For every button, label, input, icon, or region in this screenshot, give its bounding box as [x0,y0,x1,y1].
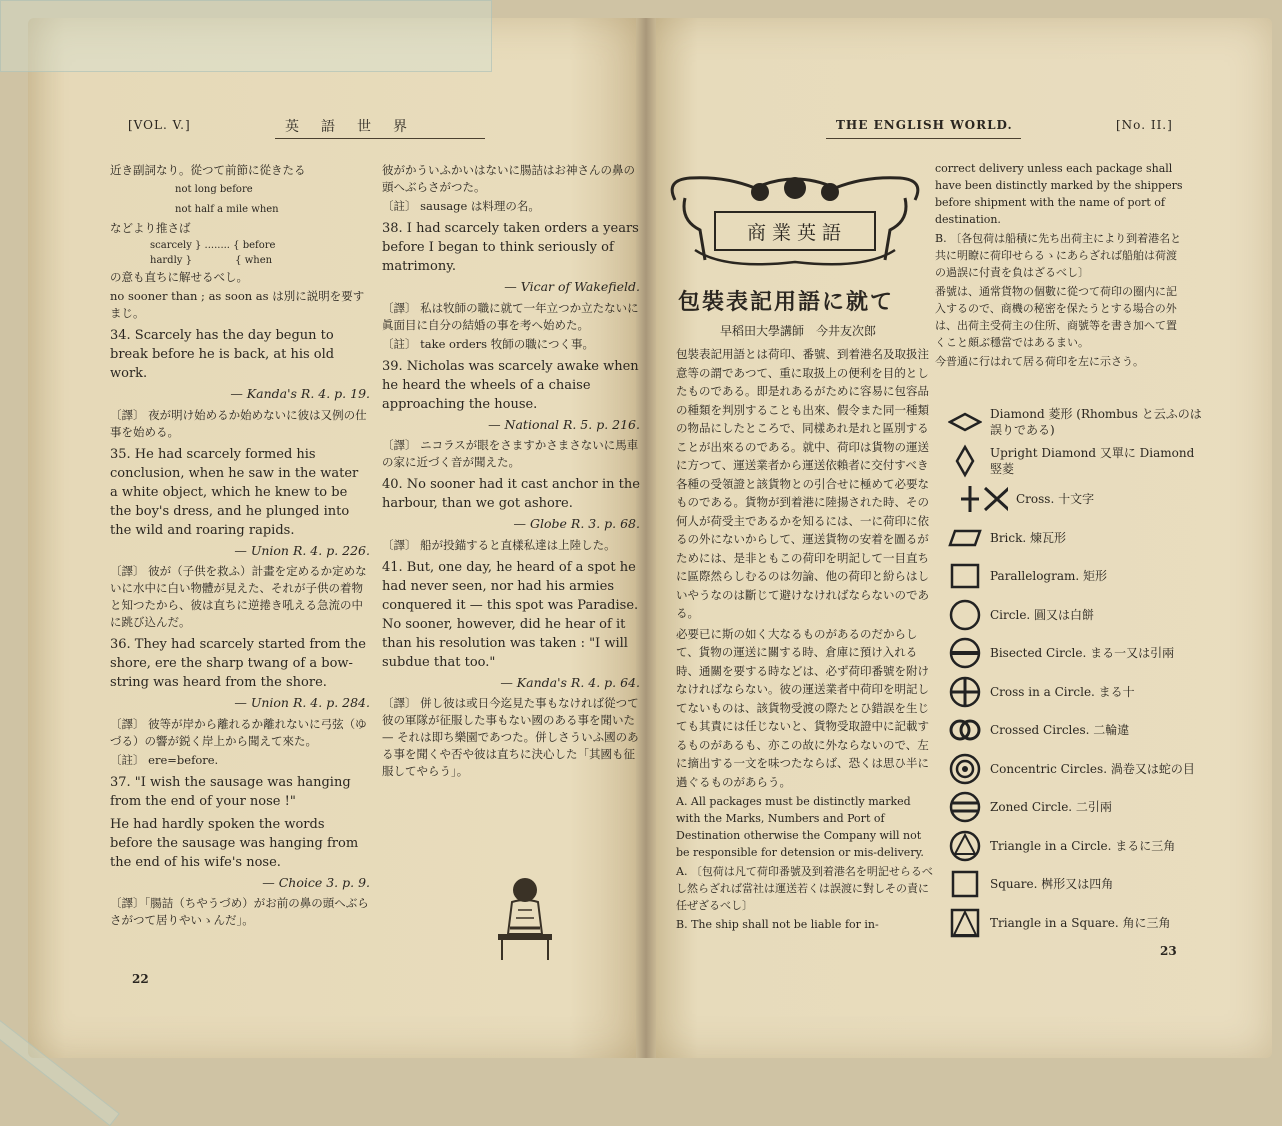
example-38: 38. I had scarcely taken orders a years before I began to think seriously of matrimony. [382,221,639,274]
cross-in-circle-icon [948,675,982,709]
note-36: 〔註〕 ere=before. [110,752,219,767]
column-badge: 商業英語 [746,222,847,244]
text-block: A. All packages must be distinctly marked with the Marks, Numbers and Port of Destination otherwise the Company will not be responsible for detension or mis-delivery. [676,795,924,859]
text-block: hardly } { when [150,255,273,266]
translation-37: 〔譯〕「腸詰（ちやうづめ）がお前の鼻の頭へぶらさがつて居りやいゝんだ」。 [110,896,369,927]
right-page-number: 23 [1160,944,1177,958]
symbol-label: Bisected Circle. まる一又は引兩 [990,646,1175,661]
source-41: — Kanda's R. 4. p. 64. [500,674,640,690]
left-page-number: 22 [132,972,149,986]
list-item [948,904,1208,943]
left-column-1 [110,162,370,931]
list-item [948,673,1208,712]
list-item [948,634,1208,673]
text-block: 必要已に斯の如く大なるものがあるのだからして、貨物の運送に關する時、倉庫に預け入れる時、通關を要する時などは、必ず荷印番號を附けなければならない。彼の運送業者中荷印を明記してないものは、該貨物受渡の際たとひ錯誤を生じても其責には任じないと、貨物受取證中に記載するものがあるも、亦この故に外ならないので、左に摘出する一文を味つたならば、恐くは思ひ半に過ぐるものがあらう。 [676,626,929,789]
parallelogram-icon [948,559,982,593]
example-36: 36. They had scarcely started from the shore, ere the sharp twang of a bow-string was heard from the shore. [110,637,366,690]
text-block: 今普通に行はれて居る荷印を左に示さう。 [935,355,1144,368]
list-item [948,827,1208,866]
symbol-label: Diamond 菱形 (Rhombus と云ふのは誤りである) [990,407,1202,438]
list-item [948,750,1208,789]
symbol-label: Circle. 圓又は白餅 [990,607,1095,622]
source-39: — National R. 5. p. 216. [488,416,640,432]
clear-strip-top [0,0,492,72]
text-block: not half a mile when [175,203,279,215]
symbol-label: Upright Diamond 又單に Diamond 竪菱 [990,445,1195,476]
list-item [948,519,1208,558]
source-40: — Globe R. 3. p. 68. [513,516,640,531]
symbol-label: Square. 桝形又は四角 [990,877,1114,892]
translation-38: 〔譯〕 私は牧師の職に就て一年立つか立たないに眞面目に自分の結婚の事を考へ始めた。 [382,300,639,332]
article-title: 包裝表記用語に就て [678,289,895,315]
translation-36: 〔譯〕 彼等が岸から離れるか離れないに弓弦（ゆづる）の響が鋭く岸上から聞えて來た。 [110,716,367,748]
crossed-circles-icon [948,713,982,747]
triangle-in-circle-icon [948,829,982,863]
symbol-label: Cross. 十文字 [1016,492,1095,507]
symbol-label: Cross in a Circle. まる十 [990,684,1135,699]
left-header-rule [275,138,485,139]
text-block: 包裝表記用語とは荷印、番號、到着港名及取扱注意等の謂であつて、重に取扱上の便利を目的としたものである。即是れあるがために容易に包容品の種類を判別することも出來、假令また同一種類の物品にしたところで、同樣あれ是れと區別することが出來るのである。就中、荷印は貨物の運送に方つて、運送業者から運送依賴者に交付すべき各種の受領證と該貨物との引合せに極めて必要なものである。貨物が到着港に陸揚された時、その何人が荷受主であるかを知るには、一に荷印に依るの外にないからして、運送貨物の安着を圖るがためには、是非ともこの荷印を明記して一目直ちに區際然らしむるのは勿論、他の荷印と紛らはしいやうなのは斷じて避けなければならないのである。 [676,347,929,620]
text-block: 彼がかういふかいはないに腸詰はお神さんの鼻の頭へぶらさがつた。 [382,163,635,194]
text-block: no sooner than ; as soon as は別に説明を要すまじ。 [110,289,365,320]
text-block: not long before [175,184,253,195]
list-item [948,865,1208,904]
brick-icon [948,521,982,555]
left-header-vol: [VOL. V.] [128,118,191,132]
translation-39: 〔譯〕 ニコラスが眼をさますかさまさないに馬車の家に近づく音が聞えた。 [382,438,639,469]
zoned-circle-icon [948,790,982,824]
shipping-marks-list [948,403,1208,942]
text-block: の意も直ちに解せるべし。 [110,270,248,284]
square-icon [948,867,982,901]
symbol-label: Brick. 煉瓦形 [990,530,1067,545]
upright-diamond-icon [948,444,982,478]
example-39: 39. Nicholas was scarcely awake when he heard the wheels of a chaise approaching the house. [382,358,639,412]
symbol-label: Triangle in a Square. 角に三角 [990,915,1171,930]
translation-40: 〔譯〕 船が投錨すると直樣私達は上陸した。 [382,537,616,552]
list-item [948,711,1208,750]
note-38: 〔註〕 take orders 牧師の職につく事。 [382,336,594,351]
right-header-title: THE ENGLISH WORLD. [836,118,1013,132]
list-item [948,403,1208,442]
source-36: — Union R. 4. p. 284. [234,695,370,710]
text-block: などより推さば [110,221,191,235]
source-37: — Choice 3. p. 9. [262,874,370,890]
reading-child-illustration [490,872,560,962]
symbol-label: Zoned Circle. 二引兩 [990,800,1112,815]
circle-icon [948,598,982,632]
right-column-1 [676,345,936,935]
source-34: — Kanda's R. 4. p. 19. [230,386,370,401]
note-sausage: 〔註〕 sausage は料理の名。 [382,199,540,213]
example-37b: He had hardly spoken the words before the sausage was hanging from the end of his wife's nose. [110,816,359,870]
example-41: 41. But, one day, he heard of a spot he had never seen, nor had his armies conquered it — this spot was Paradise. No sooner, however, did he hear of it than his resolution was taken : "I will subdue that too." [382,559,639,670]
translation-41: 〔譯〕 併し彼は或日今迄見た事もなければ從つて彼の軍隊が征服した事もない國のある事を聞いた — それは即ち樂園であつた。併しさういふ國のある事を聞くや否や彼は直ちに決心した「其國も征服してやらう」。 [382,696,639,778]
right-header-rule [826,138,1021,139]
cross-icon [948,482,1008,516]
symbol-label: Crossed Circles. 二輪違 [990,723,1130,738]
symbol-label: Parallelogram. 矩形 [990,569,1108,584]
triangle-in-square-icon [948,906,982,940]
symbol-label: Triangle in a Circle. まるに三角 [990,838,1176,853]
right-column-2 [935,160,1187,372]
list-item [948,596,1208,635]
source-35: — Union R. 4. p. 226. [234,542,370,558]
list-item [948,442,1208,481]
text-block: 番號は、通常貨物の個數に從つて荷印の圈内に記入するので、商機の秘密を保たうとする場合の外は、出荷主受荷主の住所、商號等を書き加へて置くこと頗ぶ穩當ではあるまい。 [935,285,1177,349]
left-header-title: 英 語 世 界 [285,119,411,135]
text-block: correct delivery unless each package shall have been distinctly marked by the shippers before shipment with the name of port of destination. [935,162,1183,226]
text-block: A. 〔包荷は凡て荷印番號及到着港名を明記せらるべし然らざれば當社は運送若くは誤渡に對しその責に任ぜざるべし〕 [676,865,933,912]
example-34: 34. Scarcely has the day begun to break before he is back, at his old work. [110,328,335,381]
example-35: 35. He had scarcely formed his conclusion, when he saw in the water a white object, which he knew to be the boy's dress, and he plunged into the wild and roaring rapids. [110,446,359,538]
list-item [948,788,1208,827]
text-block: B. The ship shall not be liable for in- [676,918,879,931]
example-40: 40. No sooner had it cast anchor in the harbour, than we got ashore. [382,477,640,511]
example-37: 37. "I wish the sausage was hanging from the end of your nose !" [110,774,351,809]
translation-35: 〔譯〕 彼が（子供を救ふ）計畫を定めるか定めないに水中に白い物體が見えた、それが子供の着物と知つたから、彼は直ちに逆捲き吼える急流の中に跳び込んだ。 [110,564,367,629]
text-block: scarcely } ........ { before [150,240,276,251]
bisected-circle-icon [948,636,982,670]
symbol-label: Concentric Circles. 渦卷又は蛇の目 [990,761,1195,776]
list-item [948,557,1208,596]
column-title-ornament [665,170,925,270]
right-header-no: [No. II.] [1116,118,1173,132]
source-38: — Vicar of Wakefield. [504,279,640,294]
translation-34: 〔譯〕 夜が明け始めるか始めないに彼は又例の仕事を始める。 [110,407,367,439]
concentric-circles-icon [948,752,982,786]
text-block: 近き副詞なり。從つて前節に從きたる [110,163,306,177]
diamond-icon [948,405,982,439]
list-item [948,480,1208,519]
left-column-2 [382,162,640,782]
text-block: B. 〔各包荷は船積に先ち出荷主により到着港名と共に明瞭に荷印せらるゝにあらざれば船舶は荷渡の過誤に付責を負はざるべし〕 [935,232,1182,279]
article-author: 早稻田大學講師 今井友次郎 [720,324,877,338]
